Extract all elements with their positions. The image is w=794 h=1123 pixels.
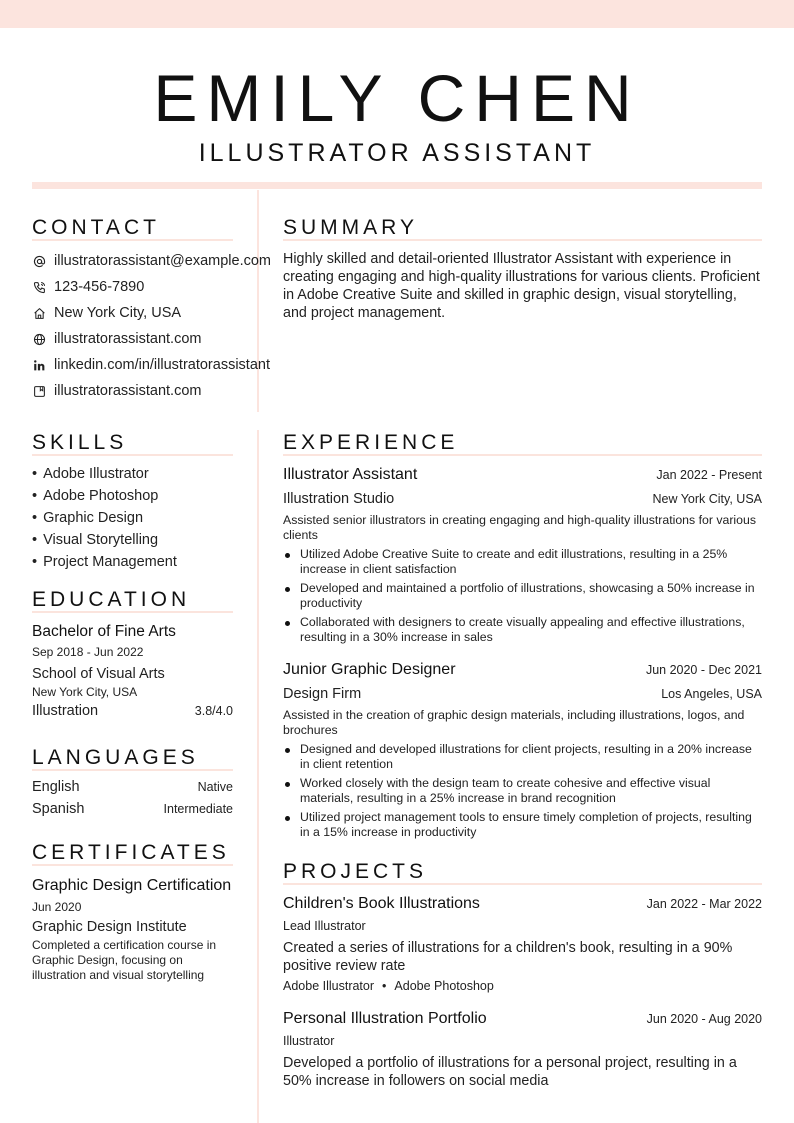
education-field-row [32, 703, 233, 719]
candidate-name: EMILY CHEN [153, 61, 641, 135]
project-header [283, 1008, 762, 1030]
education-heading: EDUCATION [32, 588, 191, 611]
contact-location-text: New York City, USA [54, 305, 182, 321]
project-entry [283, 893, 762, 995]
skill-item: • Adobe Illustrator [32, 463, 242, 485]
project-dates: Jan 2022 - Mar 2022 [646, 897, 762, 911]
contact-phone-text: 123-456-7890 [54, 279, 145, 295]
certificate-name: Graphic Design Certification [32, 877, 232, 894]
job-title-heading: ILLUSTRATOR ASSISTANT [198, 139, 596, 167]
job-bullet: Designed and developed illustrations for client projects, resulting in a 20% increase in client retention [283, 742, 762, 772]
language-row [32, 779, 233, 801]
job-dates: Jun 2020 - Dec 2021 [645, 663, 762, 677]
language-level: Native [197, 780, 233, 794]
contact-location [32, 300, 322, 326]
job-company: Design Firm [283, 686, 362, 702]
education-field: Illustration [32, 703, 99, 719]
school-name: School of Visual Arts [32, 666, 165, 682]
contact-linkedin[interactable] [32, 352, 322, 378]
summary-text: Highly skilled and detail-oriented Illustrator Assistant with experience in creating engaging and high-quality illustrations for various clients. Proficient in Adobe Creative Suite and skilled in graphic design, visual storytelling, and project management. [283, 251, 760, 321]
portfolio-icon [32, 384, 46, 398]
skill-item: • Adobe Photoshop [32, 485, 242, 507]
job-bullets [283, 742, 762, 840]
project-title: Personal Illustration Portfolio [283, 1010, 487, 1027]
job-location: Los Angeles, USA [661, 687, 762, 701]
school-location: New York City, USA [32, 685, 138, 699]
contact-portfolio[interactable] [32, 378, 322, 404]
project-entry [283, 1008, 762, 1090]
tool-separator: • [382, 979, 387, 993]
project-tools [283, 977, 762, 995]
job-bullet: Collaborated with designers to create visually appealing and effective illustrations, resulting in a 30% increase in sales [283, 615, 762, 645]
languages-list [32, 779, 233, 823]
contact-rule [32, 239, 233, 241]
project-header [283, 893, 762, 915]
job-title: Illustrator Assistant [283, 466, 418, 483]
skills-rule [32, 454, 233, 456]
job-header [283, 464, 762, 486]
job-company-row [283, 683, 762, 705]
experience-job [283, 659, 762, 844]
job-description: Assisted in the creation of graphic design materials, including illustrations, logos, and brochures [283, 708, 745, 737]
projects-rule [283, 883, 762, 885]
summary-rule [283, 239, 762, 241]
certificates-rule [32, 864, 233, 866]
certificate-institution: Graphic Design Institute [32, 919, 187, 935]
at-icon [32, 254, 46, 268]
language-name: Spanish [32, 801, 85, 817]
languages-heading: LANGUAGES [32, 746, 199, 769]
job-description: Assisted senior illustrators in creating engaging and high-quality illustrations for various clients [283, 513, 756, 542]
certificates-heading: CERTIFICATES [32, 841, 230, 864]
project-description: Created a series of illustrations for a children's book, resulting in a 90% positive review rate [283, 940, 733, 974]
summary-heading: SUMMARY [283, 216, 418, 239]
education-gpa: 3.8/4.0 [194, 704, 233, 718]
language-row [32, 801, 233, 823]
job-company-row [283, 488, 762, 510]
contact-email[interactable] [32, 248, 322, 274]
skills-heading: SKILLS [32, 431, 128, 454]
contact-website[interactable] [32, 326, 322, 352]
column-divider-bottom [257, 430, 259, 1123]
globe-icon [32, 332, 46, 346]
project-title: Children's Book Illustrations [283, 895, 480, 912]
job-company: Illustration Studio [283, 491, 395, 507]
home-icon [32, 306, 46, 320]
skill-item: • Visual Storytelling [32, 529, 242, 551]
job-bullet: Developed and maintained a portfolio of illustrations, showcasing a 50% increase in productivity [283, 581, 762, 611]
certificate-description: Completed a certification course in Graphic Design, focusing on illustration and visual storytelling [32, 938, 217, 982]
job-bullet: Utilized project management tools to ensure timely completion of projects, resulting in a 15% increase in productivity [283, 810, 762, 840]
contact-list [32, 248, 322, 404]
header-divider [32, 182, 762, 189]
job-location: New York City, USA [652, 492, 762, 506]
contact-email-text: illustratorassistant@example.com [54, 253, 271, 269]
job-header [283, 659, 762, 681]
job-title: Junior Graphic Designer [283, 661, 456, 678]
contact-linkedin-text: linkedin.com/in/illustratorassistant [54, 357, 270, 373]
contact-portfolio-text: illustratorassistant.com [54, 383, 202, 399]
skill-item: • Graphic Design [32, 507, 242, 529]
skills-list [32, 463, 242, 573]
languages-rule [32, 769, 233, 771]
certificate-date: Jun 2020 [32, 900, 82, 914]
contact-website-text: illustratorassistant.com [54, 331, 202, 347]
experience-heading: EXPERIENCE [283, 431, 459, 454]
experience-rule [283, 454, 762, 456]
education-dates: Sep 2018 - Jun 2022 [32, 645, 144, 659]
education-entry [32, 622, 233, 719]
project-tool: Adobe Illustrator [283, 979, 375, 993]
certificate-entry [32, 875, 237, 983]
contact-phone[interactable] [32, 274, 322, 300]
job-bullet: Utilized Adobe Creative Suite to create and edit illustrations, resulting in a 25% increase in client satisfaction [283, 547, 762, 577]
experience-job [283, 464, 762, 649]
top-accent-bar [0, 0, 794, 28]
project-role: Illustrator [283, 1034, 335, 1048]
contact-heading: CONTACT [32, 216, 160, 239]
job-bullet: Worked closely with the design team to create cohesive and effective visual materials, resulting in a 25% increase in brand recognition [283, 776, 762, 806]
language-name: English [32, 779, 80, 795]
project-description: Developed a portfolio of illustrations for a personal project, resulting in a 50% increase in followers on social media [283, 1055, 737, 1089]
degree: Bachelor of Fine Arts [32, 623, 176, 640]
job-bullets [283, 547, 762, 645]
projects-heading: PROJECTS [283, 860, 428, 883]
language-level: Intermediate [163, 802, 233, 816]
skill-item: • Project Management [32, 551, 242, 573]
education-rule [32, 611, 233, 613]
project-dates: Jun 2020 - Aug 2020 [646, 1012, 762, 1026]
project-tool: Adobe Photoshop [394, 979, 494, 993]
job-dates: Jan 2022 - Present [656, 468, 762, 482]
phone-icon [32, 280, 46, 294]
project-role: Lead Illustrator [283, 919, 366, 933]
linkedin-icon [32, 358, 46, 372]
